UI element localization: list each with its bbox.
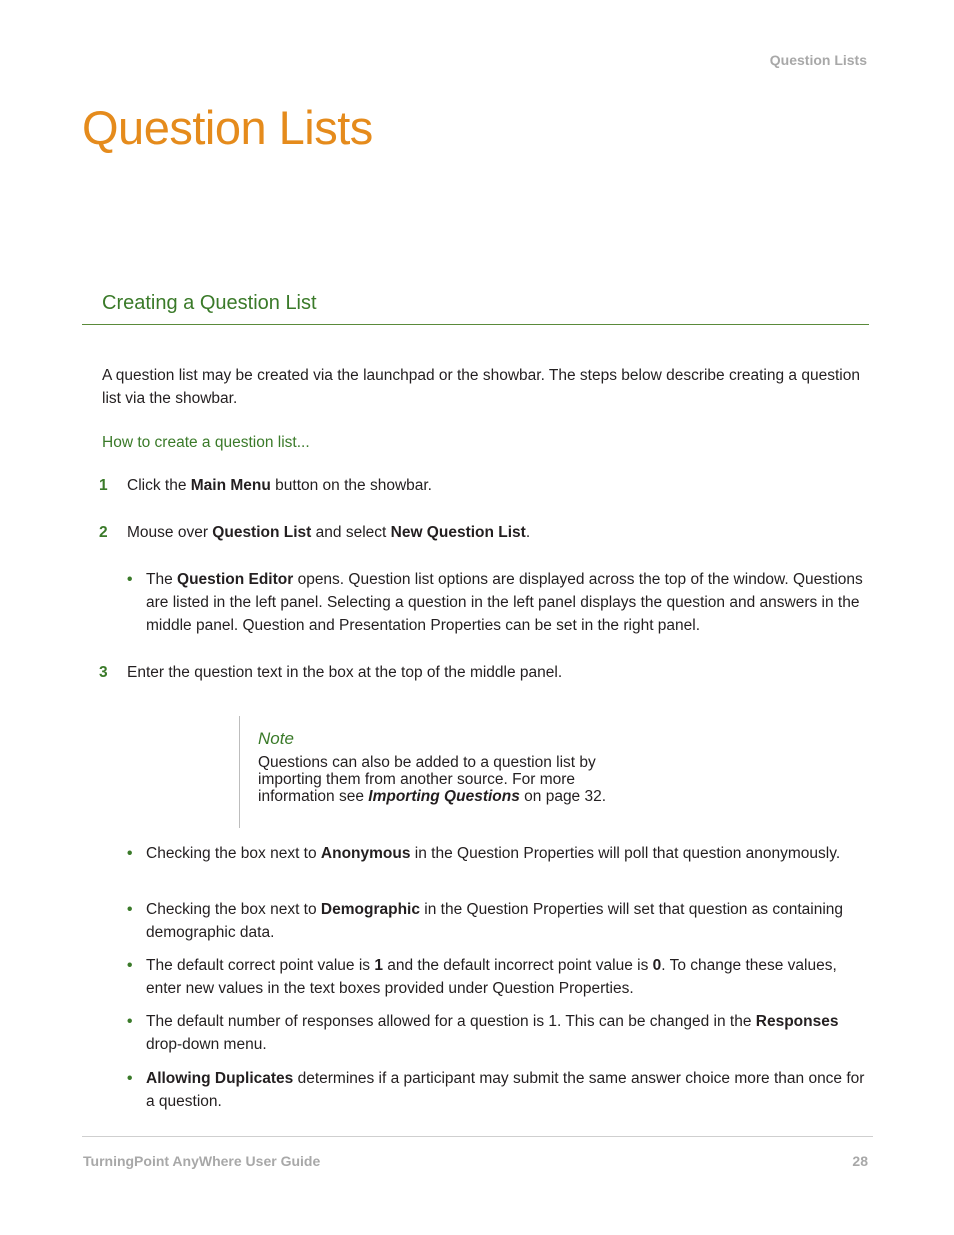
bullet-text: The Question Editor opens. Question list options are displayed across the top of the window. Questions are listed in the left panel. Selecting a question in the left panel displays the question and answers in the middle panel. Question and Presentation Properties can be set in the right panel. [146,571,863,634]
step-2 [99,521,869,544]
list-item: • Checking the box next to Demographic in the Question Properties will set that question as containing demographic data. [127,898,869,944]
procedure-heading: How to create a question list... [102,434,310,451]
footer-guide-title: TurningPoint AnyWhere User Guide [83,1153,321,1169]
ui-term: New Question List [390,524,526,541]
ui-term: Responses [755,1013,839,1030]
list-item: • The default number of responses allowed for a question is 1. This can be changed in the Responses drop-down menu. [127,1010,869,1056]
intro-paragraph: A question list may be created via the launchpad or the showbar. The steps below describe creating a question list via the showbar. [102,367,860,407]
list-item: • The default correct point value is 1 and the default incorrect point value is 0. To change these values, enter new values in the text boxes provided under Question Properties. [127,954,869,1000]
running-head: Question Lists [769,52,867,68]
list-item: • Checking the box next to Anonymous in the Question Properties will poll that question anonymously. [127,842,869,865]
step-1 [99,474,869,497]
note-title: Note [258,729,294,748]
cross-reference-link[interactable]: Importing Questions [368,788,520,805]
bullet-icon: • [127,901,133,918]
step-number: 1 [99,477,108,494]
ui-term: 1 [374,957,383,974]
step-text: Mouse over Question List and select New Question List. [127,524,531,541]
ui-term: Question Editor [177,571,294,588]
step-number: 2 [99,524,108,541]
bullet-icon: • [127,1070,133,1087]
step-number: 3 [99,664,108,681]
page-title: Question Lists [82,101,373,154]
bullet-icon: • [127,845,133,862]
section-heading: Creating a Question List [102,292,317,314]
note-text: Questions can also be added to a question list by importing them from another source. For more information see Importing Questions on page 32. [258,754,607,805]
ui-term: Anonymous [320,845,411,862]
step-text: Click the Main Menu button on the showbar. [127,477,432,494]
ui-term: Question List [212,524,312,541]
ui-term: 0 [652,957,662,974]
step-text: Enter the question text in the box at the top of the middle panel. [127,664,563,681]
bullet-icon: • [127,957,133,974]
ui-term: Allowing Duplicates [146,1070,294,1087]
note-box [239,716,639,828]
bullet-icon: • [127,571,133,588]
section-divider [82,324,869,325]
footer-divider [82,1136,873,1137]
ui-term: Demographic [320,901,420,918]
step-3 [99,661,869,684]
bullet-icon: • [127,1013,133,1030]
list-item: • Allowing Duplicates determines if a participant may submit the same answer choice more than once for a question. [127,1067,869,1113]
step-2-bullet [127,568,869,637]
ui-term: Main Menu [190,477,271,494]
page-number: 28 [852,1153,868,1169]
